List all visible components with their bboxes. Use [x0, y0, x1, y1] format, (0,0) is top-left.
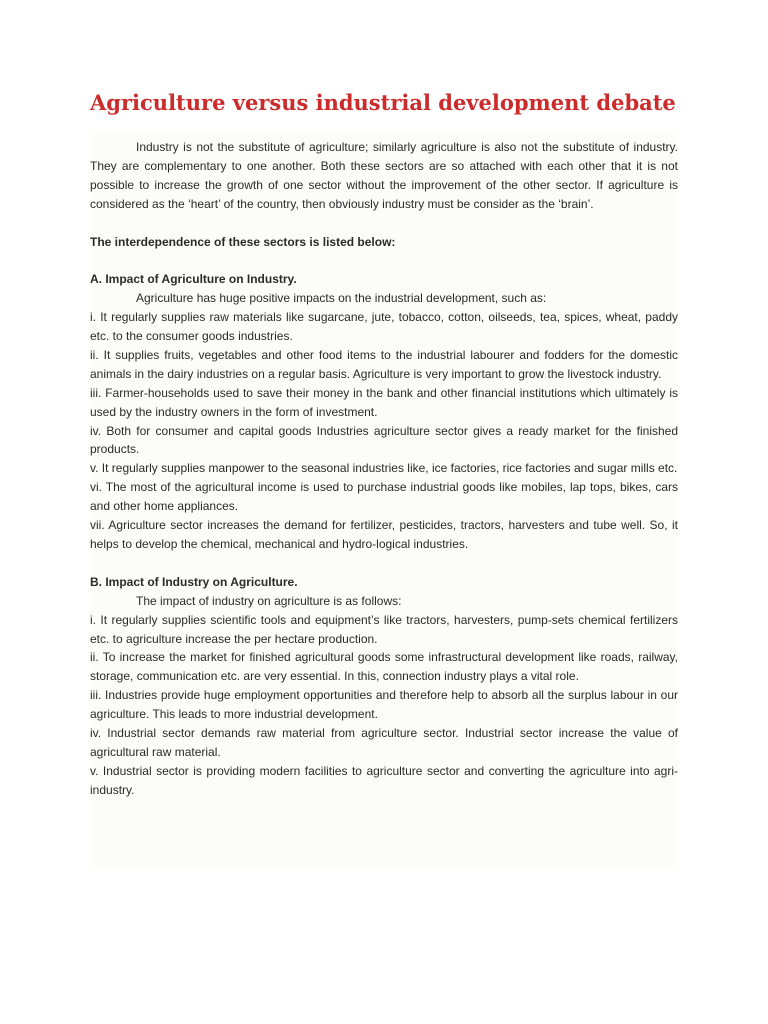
list-item: iv. Industrial sector demands raw material from agriculture sector. Industrial sector increase the value of agricultural raw material.	[90, 726, 678, 759]
list-item: ii. It supplies fruits, vegetables and other food items to the industrial labourer and fodders for the domestic animals in the dairy industries on a regular basis. Agriculture is very important to grow the livestock industry.	[90, 347, 678, 381]
section-b-lead: The impact of industry on agriculture is as follows:	[136, 593, 402, 608]
spacer	[90, 554, 678, 573]
list-item: v. Industrial sector is providing modern facilities to agriculture sector and converting the agriculture into agri-industry.	[90, 763, 678, 797]
list-item: iii. Farmer-households used to save their money in the bank and other financial institutions which ultimately is used by the industry owners in the form of investment.	[90, 385, 678, 419]
list-item: ii. To increase the market for finished agricultural goods some infrastructural development like roads, railway, storage, communication etc. are very essential. In this, connection industry plays a vital role.	[90, 650, 678, 684]
list-item: iv. Both for consumer and capital goods Industries agriculture sector gives a ready market for the finished products.	[90, 423, 678, 457]
page-title: Agriculture versus industrial development debate	[90, 90, 676, 115]
intro-paragraph: Industry is not the substitute of agriculture; similarly agriculture is also not the substitute of industry. They are complementary to one another. Both these sectors are so attached with each other that it is not possible to increase the growth of one sector without the improvement of the other sector. If agriculture is considered as the ‘heart’ of the country, then obviously industry must be consider as the ‘brain’.	[90, 140, 678, 211]
section-a-lead: Agriculture has huge positive impacts on the industrial development, such as:	[136, 291, 547, 306]
spacer	[90, 251, 678, 270]
section-agriculture-on-industry	[90, 270, 678, 554]
list-item: v. It regularly supplies manpower to the seasonal industries like, ice factories, rice factories and sugar mills etc.	[90, 461, 678, 476]
list-item: vi. The most of the agricultural income is used to purchase industrial goods like mobiles, lap tops, bikes, cars and other home appliances.	[90, 480, 678, 514]
section-b-heading: B. Impact of Industry on Agriculture.	[90, 574, 298, 589]
document-body	[90, 130, 678, 870]
interdependence-heading: The interdependence of these sectors is listed below:	[90, 234, 396, 249]
list-item: vii. Agriculture sector increases the demand for fertilizer, pesticides, tractors, harvesters and tube well. So, it helps to develop the chemical, mechanical and hydro-logical industries.	[90, 518, 678, 551]
list-item: iii. Industries provide huge employment opportunities and therefore help to absorb all the surplus labour in our agriculture. This leads to more industrial development.	[90, 688, 678, 722]
list-item: i. It regularly supplies scientific tools and equipment’s like tractors, harvesters, pump-sets chemical fertilizers etc. to agriculture increase the per hectare production.	[90, 612, 678, 646]
list-item: i. It regularly supplies raw materials like sugarcane, jute, tobacco, cotton, oilseeds, tea, spices, wheat, paddy etc. to the consumer goods industries.	[90, 310, 678, 344]
section-a-heading: A. Impact of Agriculture on Industry.	[90, 272, 297, 287]
spacer	[90, 214, 678, 233]
section-industry-on-agriculture	[90, 573, 678, 800]
